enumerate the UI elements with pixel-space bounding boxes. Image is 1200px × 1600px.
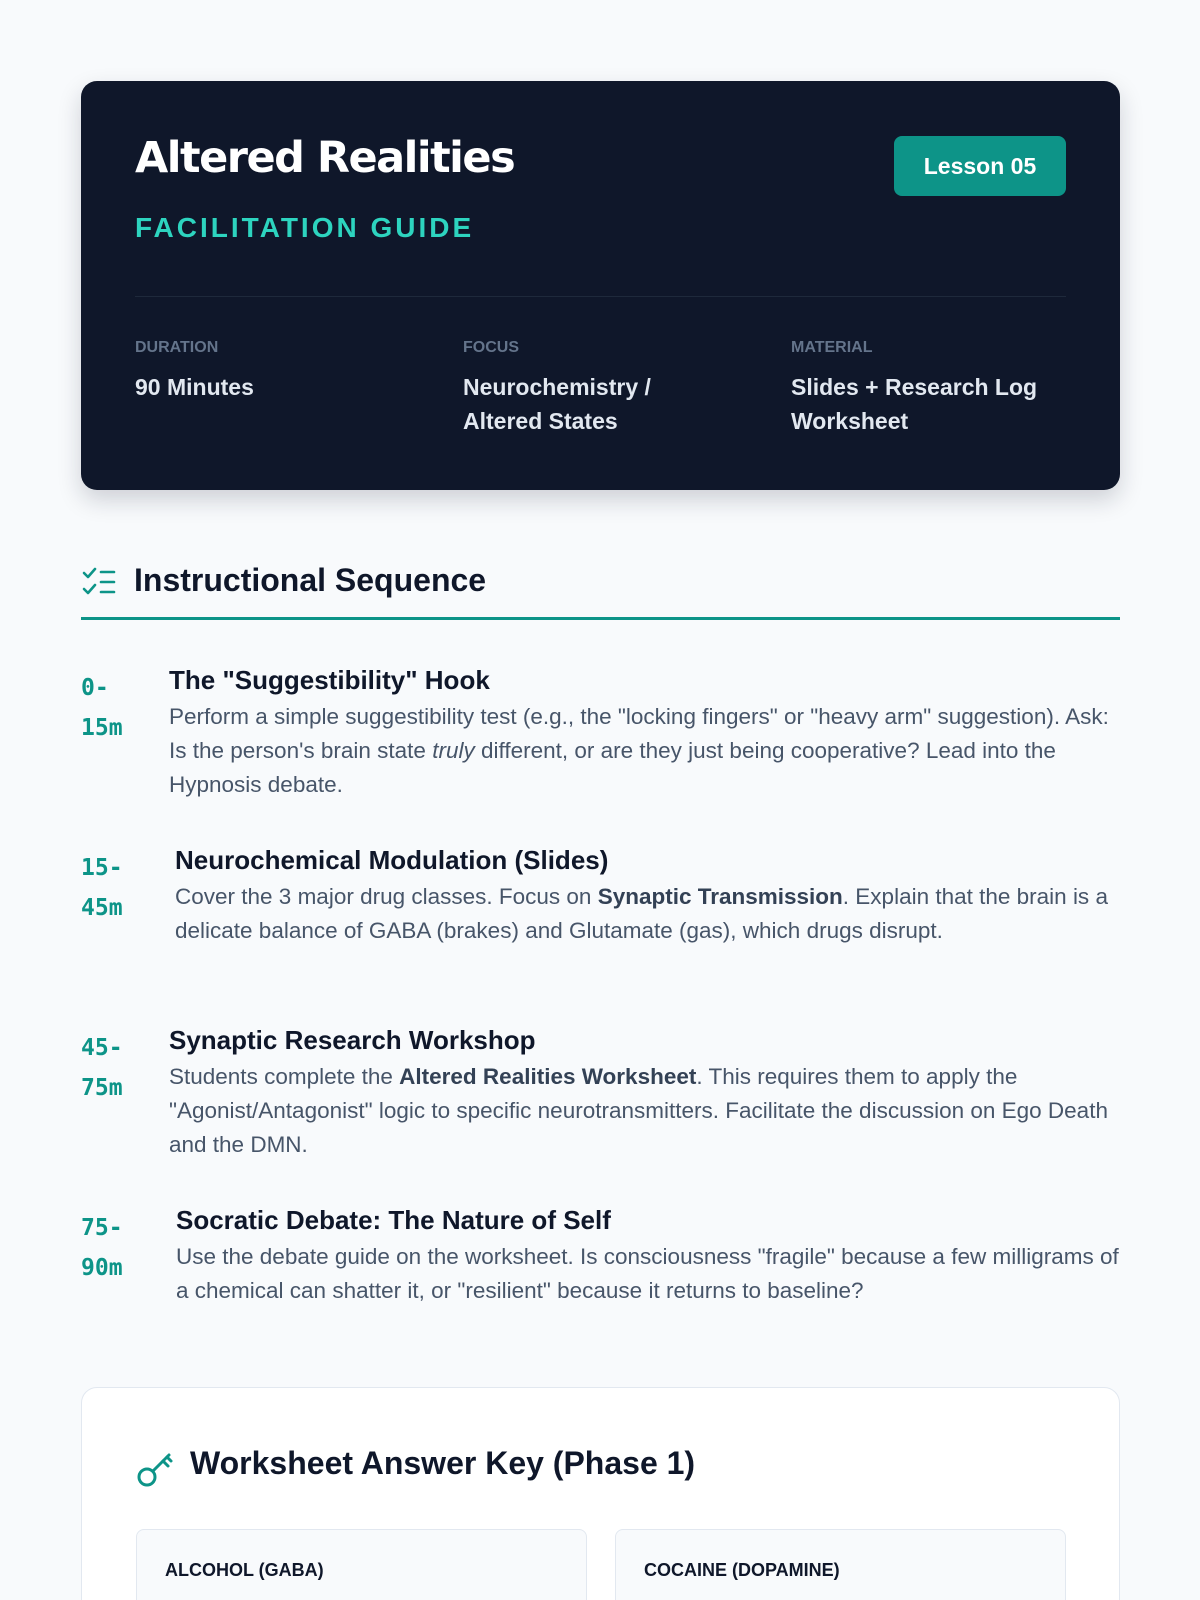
meta-focus [463,339,763,438]
step-title: Synaptic Research Workshop [169,1025,536,1055]
step-time: 45- 75m [81,1035,123,1101]
key-icon [136,1450,176,1495]
step-title: The "Suggestibility" Hook [169,665,490,695]
step-description: Cover the 3 major drug classes. Focus on Synaptic Transmission. Explain that the brain is a delicate balance of GABA (brakes) and Glutamate (gas), which drugs disrupt. [175,884,1108,943]
step-title: Socratic Debate: The Nature of Self [176,1205,611,1235]
step-strong: Synaptic Transmission [597,884,843,909]
sequence-section-header [81,558,1120,620]
step-description: Perform a simple suggestibility test (e.g., the "locking fingers" or "heavy arm" suggestion). Ask: Is the person's brain state truly different, or are they just being cooperative? Lead into the Hypnosis debate. [169,704,1109,797]
meta-value: Slides + Research Log Worksheet [791,374,1038,434]
answer-key-box [615,1529,1066,1600]
meta-duration [135,339,435,404]
step-strong: Altered Realities Worksheet [399,1064,697,1089]
meta-value: Neurochemistry / Altered States [463,374,651,434]
step-title: Neurochemical Modulation (Slides) [175,845,609,875]
answer-key-box [136,1529,587,1600]
step-time: 15- 45m [81,855,123,921]
step-emphasis: truly [432,738,475,763]
meta-label: DURATION [135,339,219,356]
step-description: Students complete the Altered Realities Worksheet. This requires them to apply the "Agonist/Antagonist" logic to specific neurotransmitters. Facilitate the discussion on Ego Death and the DMN. [169,1064,1108,1157]
answer-key-box-label: ALCOHOL (GABA) [165,1560,324,1580]
step-time: 75- 90m [81,1215,123,1281]
step-description: Use the debate guide on the worksheet. Is consciousness "fragile" because a few milligrams of a chemical can shatter it, or "resilient" because it returns to baseline? [176,1244,1119,1303]
meta-material [791,339,1091,438]
header-divider [135,296,1066,297]
meta-label: MATERIAL [791,339,873,356]
lesson-subtitle: FACILITATION GUIDE [135,212,475,243]
answer-key-title: Worksheet Answer Key (Phase 1) [190,1445,696,1481]
answer-key-box-label: COCAINE (DOPAMINE) [644,1560,840,1580]
section-title: Instructional Sequence [134,562,487,598]
list-check-icon [81,566,117,603]
step-time: 0- 15m [81,675,123,741]
step-body [175,844,1120,948]
step-body [169,1024,1120,1162]
lesson-title: Altered Realities [135,133,515,183]
answer-key-card [81,1387,1120,1600]
step-body [169,664,1120,802]
meta-label: FOCUS [463,339,519,356]
step-body [176,1204,1120,1308]
lesson-badge: Lesson 05 [894,136,1066,196]
lesson-header-card [81,81,1120,490]
meta-value: 90 Minutes [135,374,254,400]
